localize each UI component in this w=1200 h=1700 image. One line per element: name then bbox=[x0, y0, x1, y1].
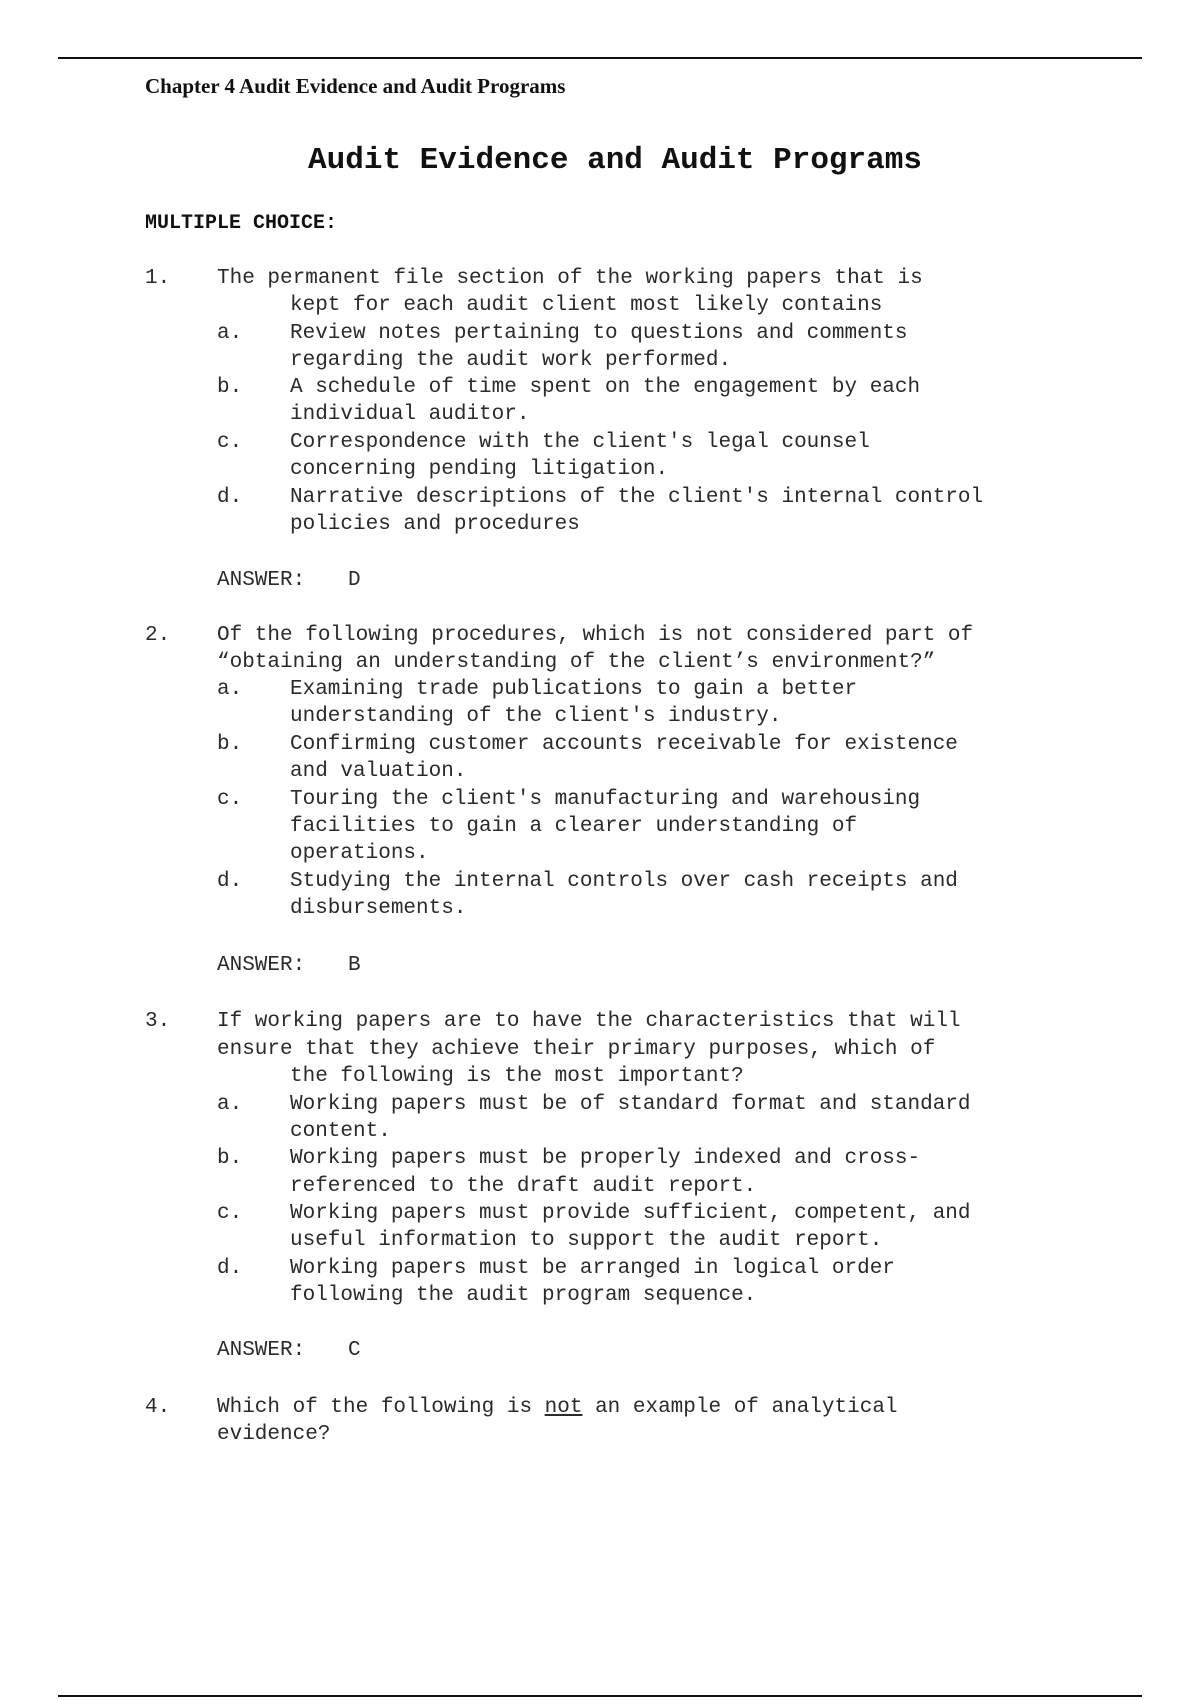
option-letter: c. bbox=[217, 1202, 243, 1225]
option-text: regarding the audit work performed. bbox=[290, 349, 732, 372]
answer-value: C bbox=[348, 1339, 361, 1362]
option-text: A schedule of time spent on the engagement by each bbox=[290, 376, 921, 399]
bottom-rule bbox=[58, 1695, 1142, 1697]
question-stem: Of the following procedures, which is not considered part of bbox=[217, 624, 974, 647]
option-letter: b. bbox=[217, 1147, 243, 1170]
question-number: 1. bbox=[145, 267, 171, 290]
stem-text: an example of analytical bbox=[582, 1396, 898, 1419]
option-text: Review notes pertaining to questions and comments bbox=[290, 322, 908, 345]
answer-value: B bbox=[348, 954, 361, 977]
option-text: content. bbox=[290, 1120, 391, 1143]
option-letter: a. bbox=[217, 322, 243, 345]
answer-label: ANSWER: bbox=[217, 954, 306, 977]
option-letter: d. bbox=[217, 870, 243, 893]
top-rule bbox=[58, 57, 1142, 59]
question-stem: the following is the most important? bbox=[290, 1065, 744, 1088]
option-text: Narrative descriptions of the client's internal control bbox=[290, 486, 984, 509]
option-letter: c. bbox=[217, 431, 243, 454]
option-letter: d. bbox=[217, 486, 243, 509]
question-stem: “obtaining an understanding of the client’s environment?” bbox=[217, 651, 936, 674]
option-letter: a. bbox=[217, 1093, 243, 1116]
answer-label: ANSWER: bbox=[217, 569, 306, 592]
option-text: useful information to support the audit report. bbox=[290, 1229, 883, 1252]
option-letter: b. bbox=[217, 376, 243, 399]
option-letter: b. bbox=[217, 733, 243, 756]
question-number: 3. bbox=[145, 1010, 171, 1033]
document-title: Audit Evidence and Audit Programs bbox=[308, 143, 922, 178]
option-text: operations. bbox=[290, 842, 429, 865]
question-stem: If working papers are to have the characteristics that will bbox=[217, 1010, 961, 1033]
stem-emphasis: not bbox=[544, 1396, 583, 1419]
option-text: referenced to the draft audit report. bbox=[290, 1175, 757, 1198]
option-text: Examining trade publications to gain a better bbox=[290, 678, 858, 701]
option-text: disbursements. bbox=[290, 897, 467, 920]
option-text: individual auditor. bbox=[290, 403, 530, 426]
option-text: Working papers must provide sufficient, competent, and bbox=[290, 1202, 971, 1225]
option-text: Touring the client's manufacturing and warehousing bbox=[290, 788, 921, 811]
option-text: facilities to gain a clearer understanding of bbox=[290, 815, 858, 838]
option-text: following the audit program sequence. bbox=[290, 1284, 757, 1307]
question-stem bbox=[217, 1394, 898, 1421]
option-text: Working papers must be arranged in logical order bbox=[290, 1257, 895, 1280]
option-text: Correspondence with the client's legal counsel bbox=[290, 431, 870, 454]
answer-value: D bbox=[348, 569, 361, 592]
option-text: policies and procedures bbox=[290, 513, 580, 536]
question-stem: evidence? bbox=[217, 1423, 331, 1446]
option-text: Studying the internal controls over cash receipts and bbox=[290, 870, 958, 893]
question-stem: kept for each audit client most likely contains bbox=[290, 294, 883, 317]
option-letter: c. bbox=[217, 788, 243, 811]
option-text: understanding of the client's industry. bbox=[290, 705, 782, 728]
stem-text: Which of the following is bbox=[217, 1396, 545, 1419]
running-header: Chapter 4 Audit Evidence and Audit Programs bbox=[145, 74, 566, 98]
question-number: 4. bbox=[145, 1396, 171, 1419]
option-text: Working papers must be of standard format and standard bbox=[290, 1093, 971, 1116]
question-stem: ensure that they achieve their primary purposes, which of bbox=[217, 1038, 936, 1061]
option-text: Confirming customer accounts receivable for existence bbox=[290, 733, 958, 756]
option-text: and valuation. bbox=[290, 760, 467, 783]
option-text: Working papers must be properly indexed and cross- bbox=[290, 1147, 921, 1170]
answer-label: ANSWER: bbox=[217, 1339, 306, 1362]
question-stem: The permanent file section of the working papers that is bbox=[217, 267, 923, 290]
option-letter: a. bbox=[217, 678, 243, 701]
option-text: concerning pending litigation. bbox=[290, 458, 669, 481]
question-number: 2. bbox=[145, 624, 171, 647]
section-heading: MULTIPLE CHOICE: bbox=[145, 212, 338, 235]
option-letter: d. bbox=[217, 1257, 243, 1280]
